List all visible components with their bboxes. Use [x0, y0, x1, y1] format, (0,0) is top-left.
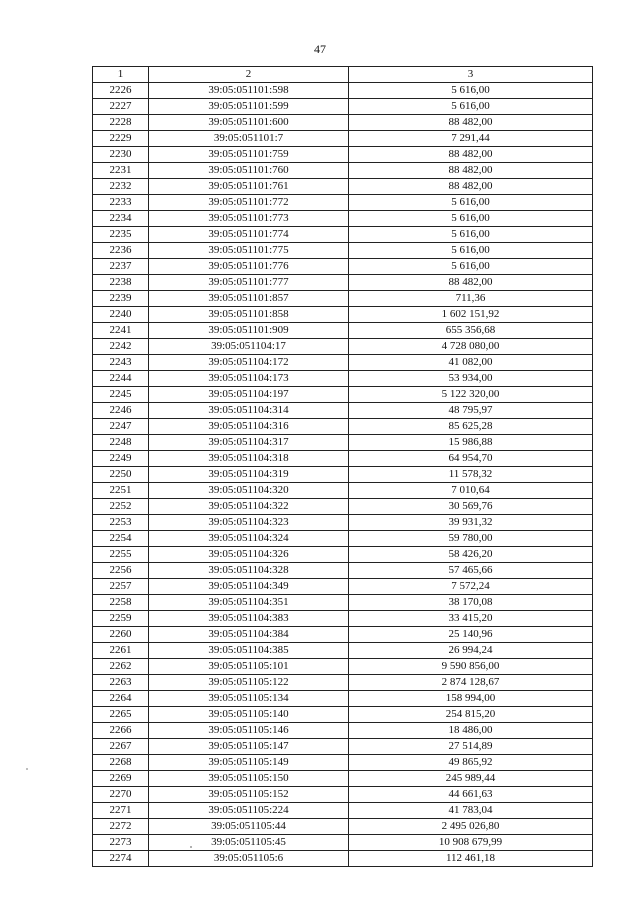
table-row	[93, 739, 593, 755]
cadastral-id-cell: 39:05:051105:44	[149, 819, 349, 835]
row-number-cell: 2259	[93, 611, 149, 627]
table-row	[93, 371, 593, 387]
row-number-cell: 2250	[93, 467, 149, 483]
table-row	[93, 195, 593, 211]
value-cell: 5 616,00	[349, 99, 593, 115]
cadastral-id-cell: 39:05:051104:319	[149, 467, 349, 483]
cadastral-id-cell: 39:05:051105:149	[149, 755, 349, 771]
table-row	[93, 387, 593, 403]
cadastral-id-cell: 39:05:051104:322	[149, 499, 349, 515]
table-row	[93, 211, 593, 227]
cadastral-id-cell: 39:05:051105:150	[149, 771, 349, 787]
row-number-cell: 2266	[93, 723, 149, 739]
cadastral-id-cell: 39:05:051101:775	[149, 243, 349, 259]
cadastral-id-cell: 39:05:051101:599	[149, 99, 349, 115]
table-row	[93, 771, 593, 787]
row-number-cell: 2241	[93, 323, 149, 339]
table-row	[93, 723, 593, 739]
value-cell: 5 616,00	[349, 243, 593, 259]
cadastral-id-cell: 39:05:051105:134	[149, 691, 349, 707]
value-cell: 44 661,63	[349, 787, 593, 803]
value-cell: 64 954,70	[349, 451, 593, 467]
table-row	[93, 275, 593, 291]
table-row	[93, 259, 593, 275]
row-number-cell: 2235	[93, 227, 149, 243]
table-header-row	[93, 67, 593, 83]
value-cell: 18 486,00	[349, 723, 593, 739]
table-row	[93, 291, 593, 307]
value-cell: 27 514,89	[349, 739, 593, 755]
row-number-cell: 2270	[93, 787, 149, 803]
value-cell: 245 989,44	[349, 771, 593, 787]
cadastral-id-cell: 39:05:051104:173	[149, 371, 349, 387]
value-cell: 88 482,00	[349, 179, 593, 195]
cadastral-id-cell: 39:05:051101:759	[149, 147, 349, 163]
value-cell: 15 986,88	[349, 435, 593, 451]
cadastral-id-cell: 39:05:051101:777	[149, 275, 349, 291]
value-cell: 26 994,24	[349, 643, 593, 659]
value-cell: 41 783,04	[349, 803, 593, 819]
value-cell: 88 482,00	[349, 163, 593, 179]
cadastral-id-cell: 39:05:051101:598	[149, 83, 349, 99]
table-row	[93, 547, 593, 563]
row-number-cell: 2263	[93, 675, 149, 691]
value-cell: 5 616,00	[349, 195, 593, 211]
row-number-cell: 2251	[93, 483, 149, 499]
cadastral-id-cell: 39:05:051105:147	[149, 739, 349, 755]
row-number-cell: 2249	[93, 451, 149, 467]
value-cell: 254 815,20	[349, 707, 593, 723]
row-number-cell: 2234	[93, 211, 149, 227]
table-row	[93, 435, 593, 451]
row-number-cell: 2237	[93, 259, 149, 275]
cadastral-id-cell: 39:05:051105:224	[149, 803, 349, 819]
value-cell: 112 461,18	[349, 851, 593, 867]
table-row	[93, 563, 593, 579]
row-number-cell: 2269	[93, 771, 149, 787]
cadastral-value-table	[92, 66, 593, 867]
scan-speck	[190, 846, 192, 848]
cadastral-id-cell: 39:05:051104:197	[149, 387, 349, 403]
row-number-cell: 2243	[93, 355, 149, 371]
cadastral-id-cell: 39:05:051101:772	[149, 195, 349, 211]
table-row	[93, 179, 593, 195]
value-cell: 49 865,92	[349, 755, 593, 771]
table-row	[93, 467, 593, 483]
value-cell: 7 572,24	[349, 579, 593, 595]
cadastral-id-cell: 39:05:051101:7	[149, 131, 349, 147]
row-number-cell: 2244	[93, 371, 149, 387]
row-number-cell: 2271	[93, 803, 149, 819]
cadastral-id-cell: 39:05:051101:774	[149, 227, 349, 243]
table-body	[93, 83, 593, 867]
row-number-cell: 2232	[93, 179, 149, 195]
cadastral-id-cell: 39:05:051104:172	[149, 355, 349, 371]
row-number-cell: 2260	[93, 627, 149, 643]
table-row	[93, 643, 593, 659]
value-cell: 39 931,32	[349, 515, 593, 531]
cadastral-id-cell: 39:05:051101:761	[149, 179, 349, 195]
table-row	[93, 595, 593, 611]
table-row	[93, 659, 593, 675]
table-row	[93, 115, 593, 131]
column-header-value: 3	[349, 67, 593, 83]
table-row	[93, 835, 593, 851]
value-cell: 5 616,00	[349, 227, 593, 243]
value-cell: 4 728 080,00	[349, 339, 593, 355]
row-number-cell: 2226	[93, 83, 149, 99]
column-header-cadastral-id: 2	[149, 67, 349, 83]
cadastral-id-cell: 39:05:051104:17	[149, 339, 349, 355]
value-cell: 5 616,00	[349, 83, 593, 99]
table-row	[93, 99, 593, 115]
table-row	[93, 483, 593, 499]
cadastral-id-cell: 39:05:051105:122	[149, 675, 349, 691]
table-row	[93, 819, 593, 835]
value-cell: 10 908 679,99	[349, 835, 593, 851]
value-cell: 9 590 856,00	[349, 659, 593, 675]
row-number-cell: 2238	[93, 275, 149, 291]
cadastral-id-cell: 39:05:051101:776	[149, 259, 349, 275]
table-row	[93, 531, 593, 547]
table-row	[93, 323, 593, 339]
row-number-cell: 2274	[93, 851, 149, 867]
value-cell: 88 482,00	[349, 147, 593, 163]
row-number-cell: 2227	[93, 99, 149, 115]
table-row	[93, 419, 593, 435]
scan-speck	[26, 768, 28, 770]
row-number-cell: 2254	[93, 531, 149, 547]
value-cell: 7 291,44	[349, 131, 593, 147]
row-number-cell: 2272	[93, 819, 149, 835]
table-row	[93, 147, 593, 163]
row-number-cell: 2252	[93, 499, 149, 515]
row-number-cell: 2230	[93, 147, 149, 163]
row-number-cell: 2242	[93, 339, 149, 355]
table-row	[93, 451, 593, 467]
row-number-cell: 2253	[93, 515, 149, 531]
value-cell: 158 994,00	[349, 691, 593, 707]
cadastral-id-cell: 39:05:051101:773	[149, 211, 349, 227]
table-row	[93, 307, 593, 323]
cadastral-id-cell: 39:05:051105:140	[149, 707, 349, 723]
cadastral-id-cell: 39:05:051104:314	[149, 403, 349, 419]
row-number-cell: 2273	[93, 835, 149, 851]
row-number-cell: 2262	[93, 659, 149, 675]
value-cell: 711,36	[349, 291, 593, 307]
cadastral-id-cell: 39:05:051104:384	[149, 627, 349, 643]
table-row	[93, 83, 593, 99]
cadastral-id-cell: 39:05:051104:328	[149, 563, 349, 579]
table-row	[93, 515, 593, 531]
cadastral-id-cell: 39:05:051105:152	[149, 787, 349, 803]
row-number-cell: 2257	[93, 579, 149, 595]
value-cell: 58 426,20	[349, 547, 593, 563]
table-row	[93, 403, 593, 419]
cadastral-id-cell: 39:05:051104:324	[149, 531, 349, 547]
cadastral-id-cell: 39:05:051104:351	[149, 595, 349, 611]
row-number-cell: 2264	[93, 691, 149, 707]
cadastral-id-cell: 39:05:051105:6	[149, 851, 349, 867]
cadastral-id-cell: 39:05:051104:317	[149, 435, 349, 451]
table-row	[93, 707, 593, 723]
value-cell: 5 122 320,00	[349, 387, 593, 403]
page-number: 47	[314, 42, 326, 56]
value-cell: 57 465,66	[349, 563, 593, 579]
table-row	[93, 339, 593, 355]
cadastral-id-cell: 39:05:051101:600	[149, 115, 349, 131]
row-number-cell: 2261	[93, 643, 149, 659]
cadastral-id-cell: 39:05:051104:318	[149, 451, 349, 467]
row-number-cell: 2246	[93, 403, 149, 419]
row-number-cell: 2265	[93, 707, 149, 723]
cadastral-id-cell: 39:05:051105:101	[149, 659, 349, 675]
value-cell: 41 082,00	[349, 355, 593, 371]
value-cell: 38 170,08	[349, 595, 593, 611]
value-cell: 85 625,28	[349, 419, 593, 435]
row-number-cell: 2239	[93, 291, 149, 307]
value-cell: 25 140,96	[349, 627, 593, 643]
value-cell: 53 934,00	[349, 371, 593, 387]
cadastral-id-cell: 39:05:051101:760	[149, 163, 349, 179]
row-number-cell: 2256	[93, 563, 149, 579]
table-row	[93, 611, 593, 627]
table-row	[93, 227, 593, 243]
cadastral-id-cell: 39:05:051104:383	[149, 611, 349, 627]
table-row	[93, 627, 593, 643]
value-cell: 1 602 151,92	[349, 307, 593, 323]
cadastral-id-cell: 39:05:051104:349	[149, 579, 349, 595]
cadastral-id-cell: 39:05:051104:320	[149, 483, 349, 499]
value-cell: 88 482,00	[349, 115, 593, 131]
row-number-cell: 2240	[93, 307, 149, 323]
column-header-number: 1	[93, 67, 149, 83]
value-cell: 30 569,76	[349, 499, 593, 515]
cadastral-id-cell: 39:05:051101:858	[149, 307, 349, 323]
table-row	[93, 243, 593, 259]
row-number-cell: 2248	[93, 435, 149, 451]
table-row	[93, 499, 593, 515]
row-number-cell: 2267	[93, 739, 149, 755]
row-number-cell: 2245	[93, 387, 149, 403]
table-row	[93, 803, 593, 819]
table-row	[93, 691, 593, 707]
cadastral-id-cell: 39:05:051104:326	[149, 547, 349, 563]
value-cell: 5 616,00	[349, 259, 593, 275]
row-number-cell: 2258	[93, 595, 149, 611]
table-row	[93, 787, 593, 803]
row-number-cell: 2228	[93, 115, 149, 131]
value-cell: 48 795,97	[349, 403, 593, 419]
value-cell: 2 495 026,80	[349, 819, 593, 835]
table-row	[93, 579, 593, 595]
cadastral-id-cell: 39:05:051104:385	[149, 643, 349, 659]
value-cell: 655 356,68	[349, 323, 593, 339]
row-number-cell: 2236	[93, 243, 149, 259]
row-number-cell: 2233	[93, 195, 149, 211]
table-row	[93, 355, 593, 371]
value-cell: 59 780,00	[349, 531, 593, 547]
value-cell: 88 482,00	[349, 275, 593, 291]
cadastral-id-cell: 39:05:051101:857	[149, 291, 349, 307]
table-row	[93, 675, 593, 691]
value-cell: 33 415,20	[349, 611, 593, 627]
row-number-cell: 2247	[93, 419, 149, 435]
cadastral-id-cell: 39:05:051104:316	[149, 419, 349, 435]
cadastral-id-cell: 39:05:051105:45	[149, 835, 349, 851]
row-number-cell: 2268	[93, 755, 149, 771]
cadastral-id-cell: 39:05:051104:323	[149, 515, 349, 531]
table-row	[93, 131, 593, 147]
row-number-cell: 2231	[93, 163, 149, 179]
value-cell: 5 616,00	[349, 211, 593, 227]
value-cell: 11 578,32	[349, 467, 593, 483]
row-number-cell: 2255	[93, 547, 149, 563]
cadastral-id-cell: 39:05:051105:146	[149, 723, 349, 739]
value-cell: 2 874 128,67	[349, 675, 593, 691]
table-row	[93, 851, 593, 867]
row-number-cell: 2229	[93, 131, 149, 147]
table-row	[93, 163, 593, 179]
cadastral-id-cell: 39:05:051101:909	[149, 323, 349, 339]
table-row	[93, 755, 593, 771]
value-cell: 7 010,64	[349, 483, 593, 499]
